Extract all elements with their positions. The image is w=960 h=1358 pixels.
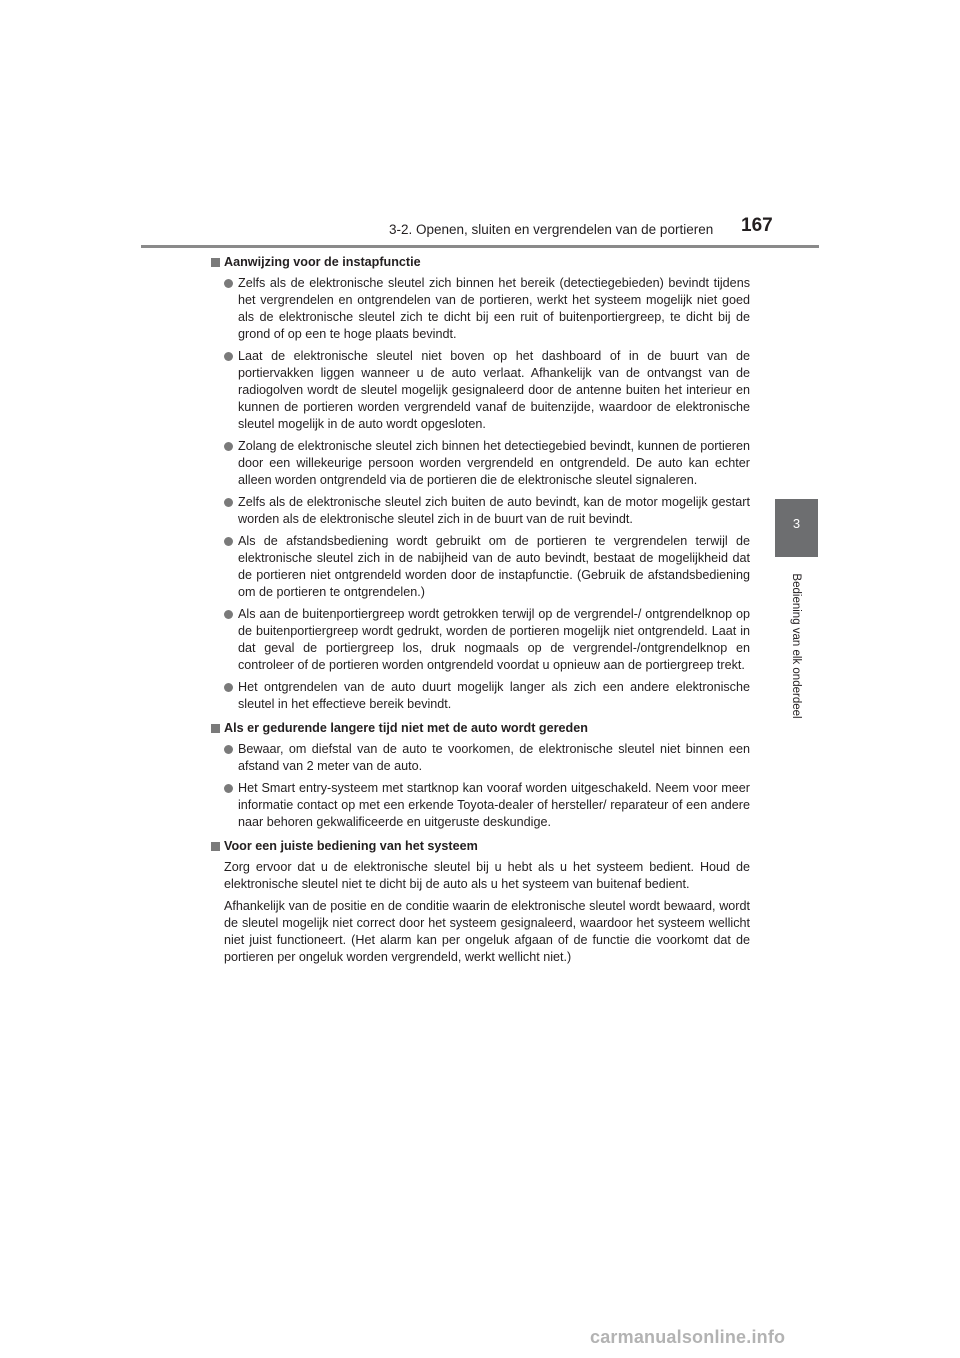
list-item [210,679,750,713]
heading-text: Voor een juiste bediening van het systeem [224,839,478,853]
list-item-text: Zelfs als de elektronische sleutel zich binnen het bereik (detectiegebieden) bevindt tijdens het vergrendelen en ontgrendelen van de portieren, werkt het systeem mogelijk niet goed als de elektronische sleutel zich te dicht bij een ruit of buitenportiergreep, te dicht bij de grond of op een te hoge plaats bevindt. [238,276,750,341]
list-item-text: Zolang de elektronische sleutel zich binnen het detectiegebied bevindt, kunnen de portieren door een willekeurige persoon worden vergrendeld en ontgrendeld. De auto kan echter alleen worden ontgrendeld via de portieren die de elektronische sleutel signaleren. [238,439,750,487]
page-number: 167 [741,215,773,236]
round-bullet-icon [224,279,233,288]
round-bullet-icon [224,498,233,507]
round-bullet-icon [224,442,233,451]
list-item [210,533,750,601]
round-bullet-icon [224,537,233,546]
square-bullet-icon [211,724,220,733]
list-item [210,438,750,489]
chapter-label: Bediening van elk onderdeel [790,573,802,719]
list-item-text: Als de afstandsbediening wordt gebruikt om de portieren te vergrendelen terwijl de elektronische sleutel zich in de nabijheid van de auto bevindt, bestaat de mogelijkheid dat de portieren niet ontgrendeld worden door de instapfunctie. (Gebruik de afstandsbediening om de portieren te ontgrendelen.) [238,534,750,599]
header-divider [141,245,819,248]
list-item [210,606,750,674]
round-bullet-icon [224,784,233,793]
section-heading [210,838,750,855]
heading-text: Als er gedurende langere tijd niet met de auto wordt gereden [224,721,588,735]
list-item [210,741,750,775]
list-item-text: Zelfs als de elektronische sleutel zich buiten de auto bevindt, kan de motor mogelijk gestart worden als de elektronische sleutel zich in de buurt van de ruit bevindt. [238,495,750,526]
list-item-text: Het Smart entry-systeem met startknop kan vooraf worden uitgeschakeld. Neem voor meer informatie contact op met een erkende Toyota-dealer of hersteller/ reparateur of een andere naar behoren gekwalificeerde en uitgeruste deskundige. [238,781,750,829]
section-heading [210,720,750,737]
list-item [210,275,750,343]
round-bullet-icon [224,745,233,754]
round-bullet-icon [224,352,233,361]
round-bullet-icon [224,683,233,692]
list-item [210,780,750,831]
square-bullet-icon [211,258,220,267]
paragraph: Afhankelijk van de positie en de conditie waarin de elektronische sleutel wordt bewaard, wordt de sleutel mogelijk niet correct door het systeem gesignaleerd, waardoor het systeem wellicht niet juist functioneert. (Het alarm kan per ongeluk afgaan of de functie die voorkomt dat de portieren per ongeluk worden vergrendeld, werkt wellicht niet.) [224,899,750,964]
watermark-text: carmanualsonline.info [590,1327,786,1347]
paragraph: Zorg ervoor dat u de elektronische sleutel bij u hebt als u het systeem bedient. Houd de elektronische sleutel niet te dicht bij de auto als u het systeem van buitenaf bedient. [224,860,750,891]
list-item-text: Het ontgrendelen van de auto duurt mogelijk langer als zich een andere elektronische sleutel in het effectieve bereik bevindt. [238,680,750,711]
round-bullet-icon [224,610,233,619]
list-item-text: Laat de elektronische sleutel niet boven op het dashboard of in de buurt van de portiervakken liggen wanneer u de auto verlaat. Afhankelijk van de ontvangst van de radiogolven wordt de sleutel mogelijk gesignaleerd door de antenne buiten het interieur en kunnen de portieren worden vergrendeld vanaf de buitenzijde, waardoor de elektronische sleutel mogelijk in de auto wordt opgesloten. [238,349,750,431]
list-item [210,348,750,433]
page-content [210,254,750,971]
heading-text: Aanwijzing voor de instapfunctie [224,255,421,269]
chapter-number: 3 [792,516,801,531]
list-item [210,494,750,528]
section-heading [210,254,750,271]
list-item-text: Bewaar, om diefstal van de auto te voorkomen, de elektronische sleutel niet binnen een afstand van 2 meter van de auto. [238,742,750,773]
chapter-tab [775,499,818,557]
list-item-text: Als aan de buitenportiergreep wordt getrokken terwijl op de vergrendel-/ ontgrendelknop op de buitenportiergreep wordt gedrukt, worden de portieren mogelijk niet ontgrendeld. Laat in dat geval de portiergreep los, druk nogmaals op de vergrendel-/ontgrendelknop en controleer of de portieren worden ontgrendeld voordat u opnieuw aan de portiergreep trekt. [238,607,750,672]
section-title: 3-2. Openen, sluiten en vergrendelen van de portieren [389,222,714,237]
square-bullet-icon [211,842,220,851]
